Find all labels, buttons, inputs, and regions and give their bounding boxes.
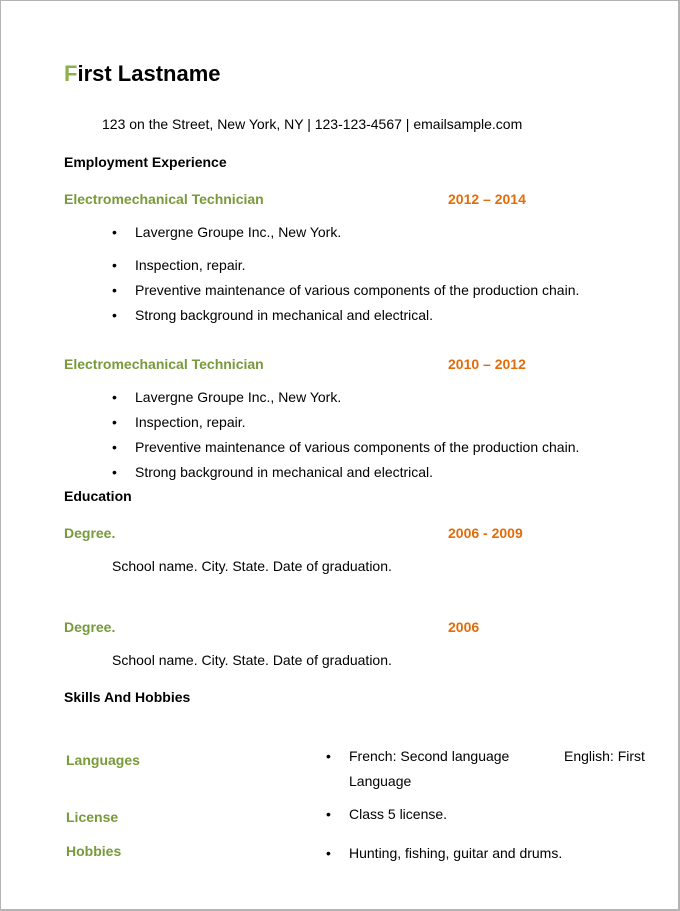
job-title: Electromechanical Technician [64,191,264,207]
skill-value-languages-english: English: First [564,748,645,764]
education-dates: 2006 - 2009 [448,525,523,541]
skill-value-hobbies: • Hunting, fishing, guitar and drums. [326,845,563,861]
skills-section-title: Skills And Hobbies [64,689,191,705]
bullet-icon: • [112,224,117,240]
degree-title: Degree. [64,525,116,541]
school-details: School name. City. State. Date of graduation. [112,558,392,574]
education-section-title: Education [64,488,132,504]
bullet-icon: • [326,845,331,861]
skill-label-license: License [66,809,119,825]
bullet-icon: • [112,414,117,430]
school-details: School name. City. State. Date of graduation. [112,652,392,668]
skill-label-languages: Languages [66,752,140,768]
skill-value-languages-cont: Language [349,773,412,789]
bullet-icon: • [326,748,331,764]
bullet-icon: • [112,389,117,405]
bullet-icon: • [112,439,117,455]
name-rest: irst Lastname [77,61,221,86]
job-title: Electromechanical Technician [64,356,264,372]
bullet-icon: • [112,282,117,298]
bullet-icon: • [326,806,331,822]
skill-value-license: • Class 5 license. [326,806,448,822]
contact-line: 123 on the Street, New York, NY | 123-123-4567 | emailsample.com [102,116,523,132]
bullet-icon: • [112,257,117,273]
education-dates: 2006 [448,619,480,635]
full-name [64,61,221,87]
list-item: • Preventive maintenance of various components of the production chain. [112,282,580,298]
list-item: • Strong background in mechanical and electrical. [112,307,434,323]
bullet-icon: • [112,464,117,480]
degree-title: Degree. [64,619,116,635]
list-item: • Preventive maintenance of various components of the production chain. [112,439,580,455]
list-item: • Inspection, repair. [112,257,246,273]
name-initial: F [64,61,78,86]
list-item: • Strong background in mechanical and electrical. [112,464,434,480]
skill-value-languages: • French: Second language [326,748,510,764]
list-item: • Inspection, repair. [112,414,246,430]
skill-label-hobbies: Hobbies [66,843,122,859]
bullet-icon: • [112,307,117,323]
list-item: • Lavergne Groupe Inc., New York. [112,224,342,240]
job-dates: 2010 – 2012 [448,356,526,372]
job-dates: 2012 – 2014 [448,191,526,207]
list-item: • Lavergne Groupe Inc., New York. [112,389,342,405]
employment-section-title: Employment Experience [64,154,227,170]
